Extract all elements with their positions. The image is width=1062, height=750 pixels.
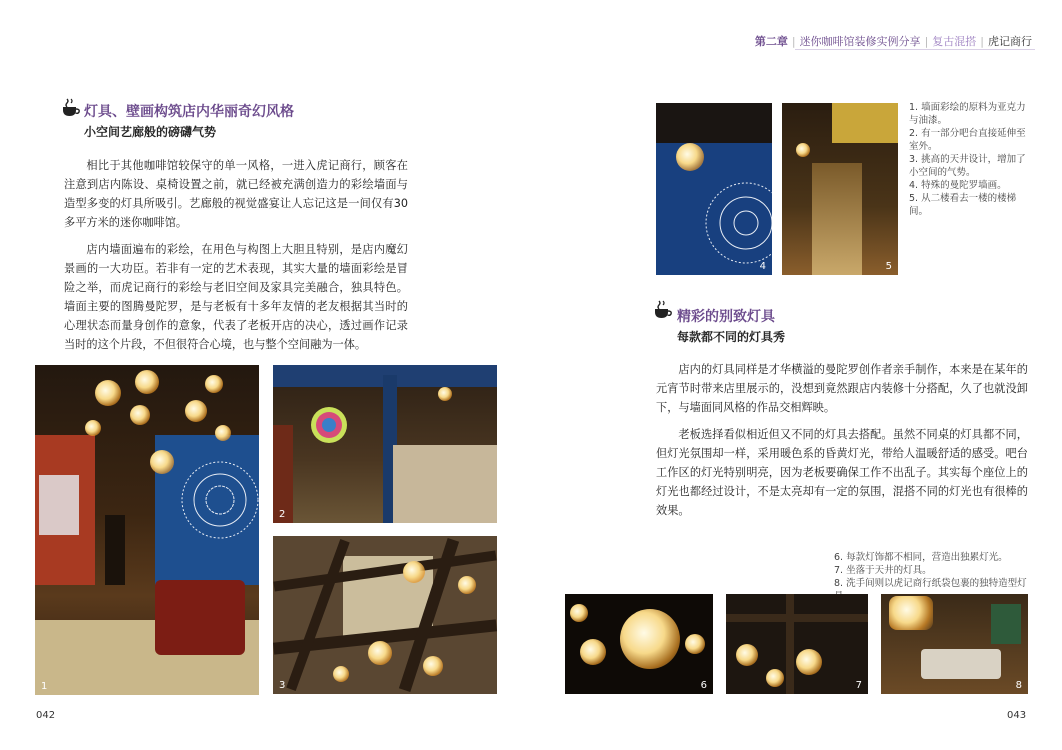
section-heading-right: 精彩的别致灯具 [677,309,775,325]
captions-top [909,101,1035,218]
mandala-mural [696,173,772,273]
coffee-cup-icon [654,300,672,320]
section-heading-left: 灯具、壁画构筑店内华丽奇幻风格 [84,104,294,120]
photo-number: 8 [1015,680,1022,691]
caption: 8. 洗手间则以虎记商行纸袋包裹的独特造型灯 [834,578,1027,589]
section-label: 复古混搭 [932,35,977,48]
section-subheading-right: 每款都不同的灯具秀 [677,330,786,344]
paragraph: 相比于其他咖啡馆较保守的单一风格，一进入虎记商行，顾客在注意到店内陈设、桌椅设置之前，就已经被充满创造力的彩绘墙面与造型多变的灯具所吸引。艺廊般的视觉盛宴让人忘记这是一间仅有30多平方米的迷你咖啡馆。 [64,159,408,229]
photo-number: 3 [279,680,286,691]
counter [393,445,497,523]
section-subheading-left: 小空间艺廊般的磅礴气势 [84,125,217,139]
chapter-label: 第二章 [754,35,788,48]
photo-staircase [782,103,898,275]
red-armchair [155,580,245,655]
photo-lamps-closeup [565,594,713,694]
caption: 2. 有一部分吧台直接延伸至室外。 [909,128,1026,152]
wall-art [991,604,1021,644]
mandala-mural [175,445,259,565]
mural-top [832,103,898,143]
window [39,475,79,535]
running-header: 第二章 | 迷你咖啡馆装修实例分享 | 复古混搭 | 虎记商行 [754,35,1032,48]
body-text-right [656,360,1028,520]
paragraph: 老板选择看似相近但又不同的灯具去搭配。虽然不同桌的灯具都不同，但灯光氛围却一样，采用暖色系的昏黄灯光，带给人温暖舒适的感受。吧台工作区的灯光特别明亮，因为老板要确保工作不出乱子。其实每个座位上的灯光也都经过设计，不是太亮却有一定的氛围，混搭不同的灯光也有很棒的效果。 [656,428,1028,517]
photo-number: 7 [855,680,862,691]
caption: 6. 每款灯饰都不相同，营造出独累灯光。 [834,552,1008,563]
photo-skylight [273,536,497,694]
photo-number: 5 [885,261,892,272]
photo-number: 6 [700,680,707,691]
caption: 3. 挑高的天井设计，增加了小空间的气势。 [909,154,1026,178]
paragraph: 店内墙面遍布的彩绘，在用色与构图上大胆且特别，是店内魔幻景画的一大功臣。若非有一定的艺术表现，其实大量的墙面彩绘是冒险之举，而虎记商行的彩绘与老旧空间及家具完美融合，独具特色。墙面主要的图腾曼陀罗，是与老板有十多年友情的老友根据其当时的心理状态而量身创作的意象，代表了老板开店的决心，透过画作记录当时的这个片段，不但很符合心境，也与整个空间融为一体。 [64,243,408,351]
photo-mandala-wall [656,103,772,275]
paragraph: 店内的灯具同样是才华横溢的曼陀罗创作者亲手制作，本来是在某年的元宵节时带来店里展示的，没想到竟然跟店内装修十分搭配，久了也就没卸下，与墙面同风格的作品交相辉映。 [656,363,1028,414]
photo-washroom [881,594,1028,694]
chair [105,515,125,585]
photo-cafe-interior [35,365,259,695]
page-number-left: 042 [36,710,56,721]
photo-number: 2 [279,509,286,520]
page-number-right: 043 [1007,710,1027,721]
photo-bar-counter [273,365,497,523]
caption: 1. 墙面彩绘的原料为亚克力与油漆。 [909,102,1026,126]
shop-name: 虎记商行 [988,35,1032,48]
caption: 5. 从二楼看去一楼的楼梯间。 [909,193,1017,217]
photo-number: 1 [41,681,48,692]
photo-skylight-lamps [726,594,868,694]
body-text-left [64,156,408,354]
header-rule [795,49,1035,50]
coffee-cup-icon [62,98,80,118]
chapter-title: 迷你咖啡馆装修实例分享 [799,35,921,48]
sink [921,649,1001,679]
photo-number: 4 [759,261,766,272]
caption: 4. 特殊的曼陀罗墙画。 [909,180,1007,191]
mandala-disc [309,405,349,445]
stairs [812,163,862,275]
caption: 7. 坐落于天井的灯具。 [834,565,932,576]
dark-corner [656,103,772,143]
